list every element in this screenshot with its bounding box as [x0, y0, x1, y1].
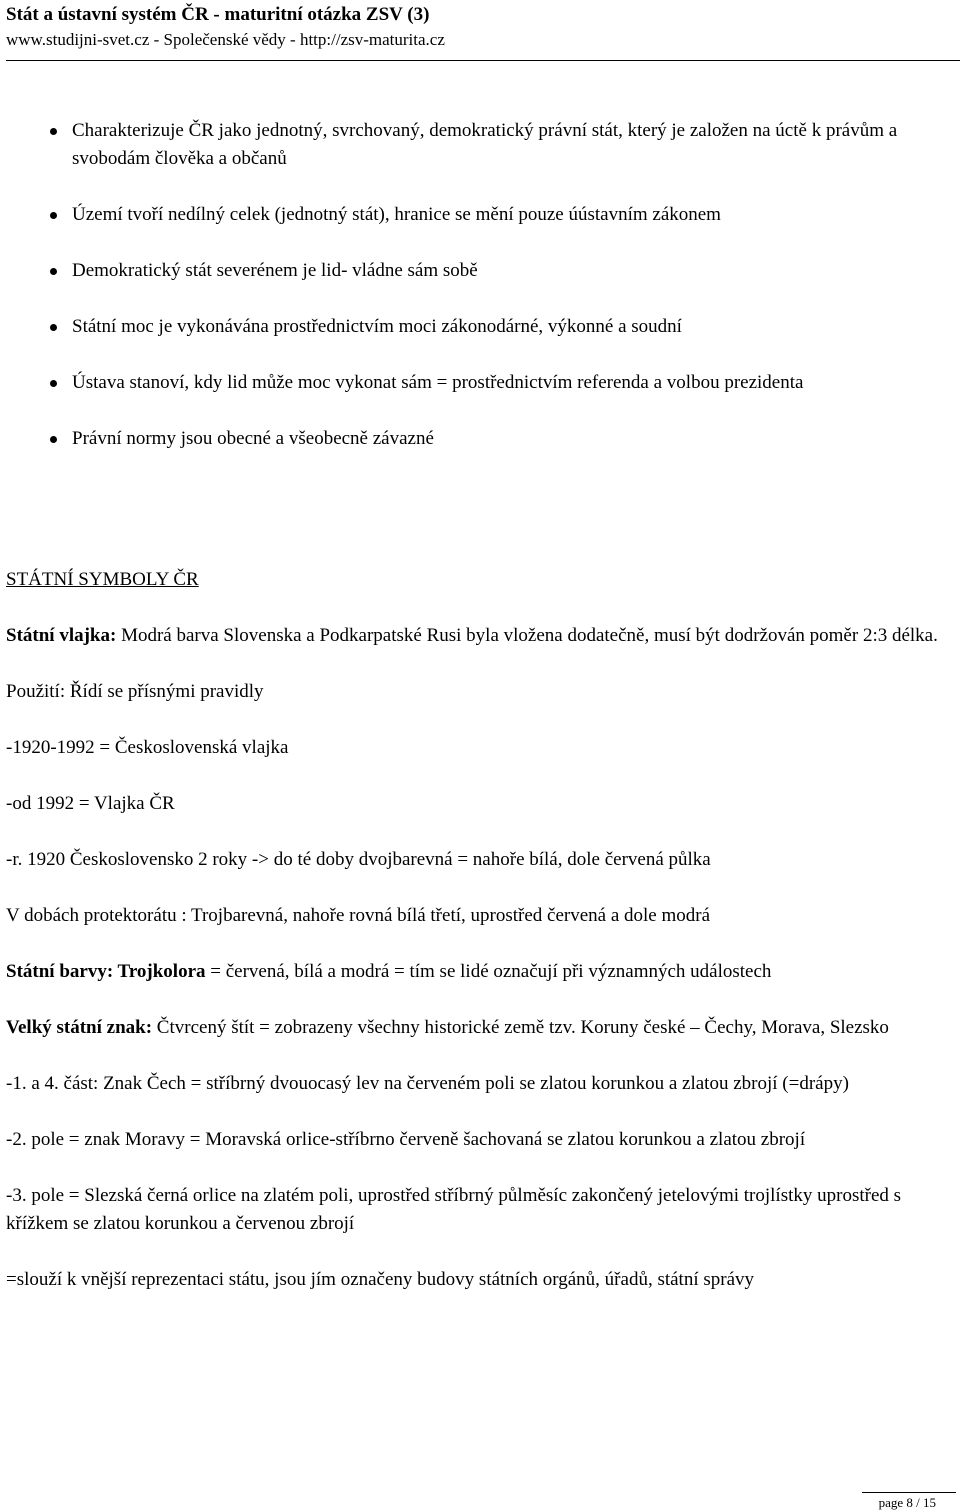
paragraph-vlajka	[6, 622, 950, 650]
list-item	[50, 201, 950, 229]
bullet-icon	[50, 268, 57, 275]
paragraph-text: Čtvrcený štít = zobrazeny všechny historické země tzv. Koruny české – Čechy, Morava, Slezsko	[152, 1017, 889, 1038]
list-item-text: Státní moc je vykonávána prostřednictvím moci zákonodárné, výkonné a soudní	[72, 316, 682, 337]
paragraph-text: Modrá barva Slovenska a Podkarpatské Rusi byla vložena dodatečně, musí být dodržován poměr 2:3 délka.	[116, 625, 938, 646]
paragraph-cr-vlajka: -od 1992 = Vlajka ČR	[6, 793, 175, 814]
document-source: www.studijni-svet.cz - Společenské vědy - http://zsv-maturita.cz	[6, 30, 445, 49]
bullet-icon	[50, 128, 57, 135]
paragraph-protektorat: V dobách protektorátu : Trojbarevná, nahoře rovná bílá třetí, uprostřed červená a dole modrá	[6, 905, 711, 926]
term-label: Velký státní znak:	[6, 1017, 153, 1038]
paragraph-pole2: -2. pole = znak Moravy = Moravská orlice-stříbrno červeně šachovaná se zlatou korunkou a zlatou zbrojí	[6, 1129, 806, 1150]
paragraph-barvy	[6, 958, 950, 986]
section-heading: STÁTNÍ SYMBOLY ČR	[6, 569, 199, 590]
document-body	[6, 622, 950, 1322]
page-number: page 8 / 15	[878, 1495, 936, 1510]
term-label: Státní vlajka:	[6, 625, 117, 646]
paragraph-pole3: -3. pole = Slezská černá orlice na zlatém poli, uprostřed stříbrný půlměsíc zakončený jetelovými trojlístky uprostřed s křížkem se zlatou korunkou a červenou zbrojí	[6, 1185, 902, 1234]
paragraph-pouziti: Použití: Řídí se přísnými pravidly	[6, 681, 264, 702]
bullet-icon	[50, 212, 57, 219]
list-item-text: Demokratický stát severénem je lid- vládne sám sobě	[72, 260, 478, 281]
page-header	[6, 4, 954, 51]
document-title: Stát a ústavní systém ČR - maturitní otázka ZSV (3)	[6, 4, 430, 25]
paragraph-slouzi: =slouží k vnější reprezentaci státu, jsou jím označeny budovy státních orgánů, úřadů, státní správy	[6, 1269, 755, 1290]
list-item-text: Ústava stanoví, kdy lid může moc vykonat sám = prostřednictvím referenda a volbou prezidenta	[72, 372, 804, 393]
list-item	[50, 369, 950, 397]
paragraph-cast1: -1. a 4. část: Znak Čech = stříbrný dvouocasý lev na červeném poli se zlatou korunkou a zlatou zbrojí (=drápy)	[6, 1073, 849, 1094]
paragraph-cs-vlajka: -1920-1992 = Československá vlajka	[6, 737, 289, 758]
bullet-icon	[50, 380, 57, 387]
list-item	[50, 313, 950, 341]
header-divider	[6, 60, 960, 61]
list-item-text: Území tvoří nedílný celek (jednotný stát), hranice se mění pouze úústavním zákonem	[72, 204, 721, 225]
list-item	[50, 257, 950, 285]
bullet-icon	[50, 324, 57, 331]
paragraph-1920: -r. 1920 Československo 2 roky -> do té doby dvojbarevná = nahoře bílá, dole červená půlka	[6, 849, 711, 870]
term-label: Státní barvy: Trojkolora	[6, 961, 206, 982]
footer-divider	[862, 1492, 956, 1493]
list-item-text: Charakterizuje ČR jako jednotný, svrchovaný, demokratický právní stát, který je založen na úctě k právům a svobodám člověka a občanů	[72, 120, 898, 169]
list-item	[50, 425, 950, 453]
bullet-list	[50, 117, 950, 481]
bullet-icon	[50, 436, 57, 443]
paragraph-znak	[6, 1014, 950, 1042]
list-item	[50, 117, 950, 173]
paragraph-text: = červená, bílá a modrá = tím se lidé označují při významných událostech	[205, 961, 772, 982]
list-item-text: Právní normy jsou obecné a všeobecně závazné	[72, 428, 434, 449]
